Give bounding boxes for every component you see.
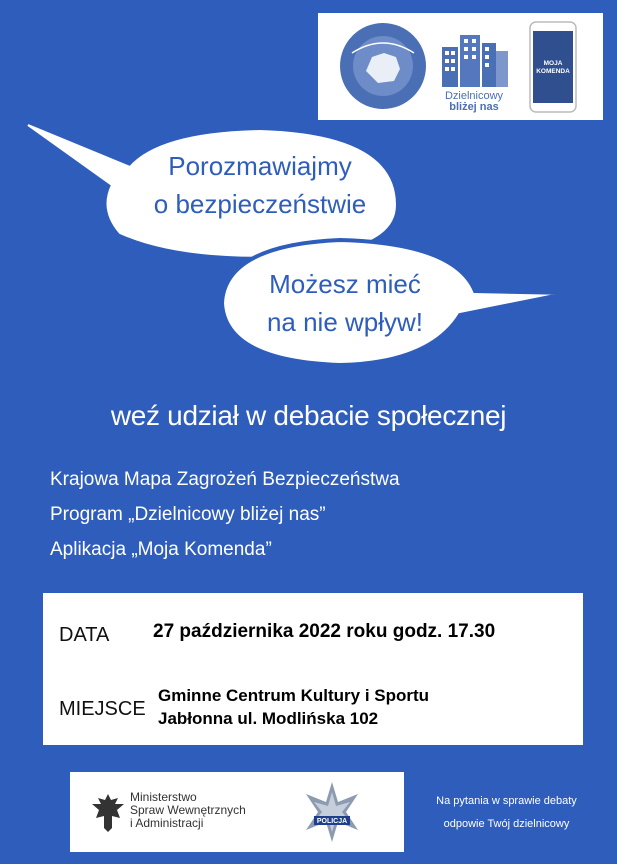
bubble-two-line2: na nie wpływ! [266, 307, 424, 337]
program-item-kmzb: Krajowa Mapa Zagrożeń Bezpieczeństwa [50, 469, 400, 490]
ministry-name [130, 791, 246, 830]
kmzb-logo [338, 21, 428, 111]
program-item-dzielnicowy: Program „Dzielnicowy bliżej nas” [50, 504, 326, 525]
moja-komenda-app-icon [529, 21, 577, 113]
dzielnicowy-line2: bliżej nas [449, 101, 499, 113]
contact-line2: odpowie Twój dzielnicowy [443, 818, 570, 830]
bubble-one-line1: Porozmawiajmy [168, 151, 352, 181]
bubble-one-text [120, 147, 400, 223]
bubble-two-text [225, 265, 465, 341]
date-value: 27 października 2022 roku godz. 17.30 [153, 621, 496, 642]
svg-text:KOMENDA: KOMENDA [536, 68, 570, 75]
ministry-police-panel [70, 772, 404, 852]
contact-line1: Na pytania w sprawie debaty [436, 795, 577, 807]
contact-note [424, 790, 589, 836]
program-list [50, 462, 400, 567]
ministry-line3: i Administracji [130, 816, 204, 830]
logo-panel [318, 13, 603, 120]
place-label: MIEJSCE [59, 698, 146, 720]
program-item-moja-komenda: Aplikacja „Moja Komenda” [50, 539, 272, 560]
place-value [158, 684, 429, 730]
police-badge-text: POLICJA [316, 818, 348, 825]
bubble-one-line2: o bezpieczeństwie [153, 189, 367, 219]
bubble-two-line1: Możesz mieć [269, 269, 421, 299]
police-star-icon [300, 780, 364, 844]
place-line2: Jabłonna ul. Modlińska 102 [158, 709, 379, 728]
ministry-line2: Spraw Wewnętrznych [130, 803, 246, 817]
svg-text:MOJA: MOJA [543, 60, 563, 67]
dzielnicowy-line1: Dzielnicowy [444, 90, 504, 102]
speech-bubbles [0, 115, 617, 375]
date-label: DATA [59, 624, 110, 646]
event-info-box [43, 593, 583, 745]
ministry-line1: Ministerstwo [130, 790, 197, 804]
place-line1: Gminne Centrum Kultury i Sportu [158, 686, 430, 705]
headline: weź udział w debacie społecznej [110, 400, 507, 431]
polish-eagle-icon [90, 790, 126, 834]
